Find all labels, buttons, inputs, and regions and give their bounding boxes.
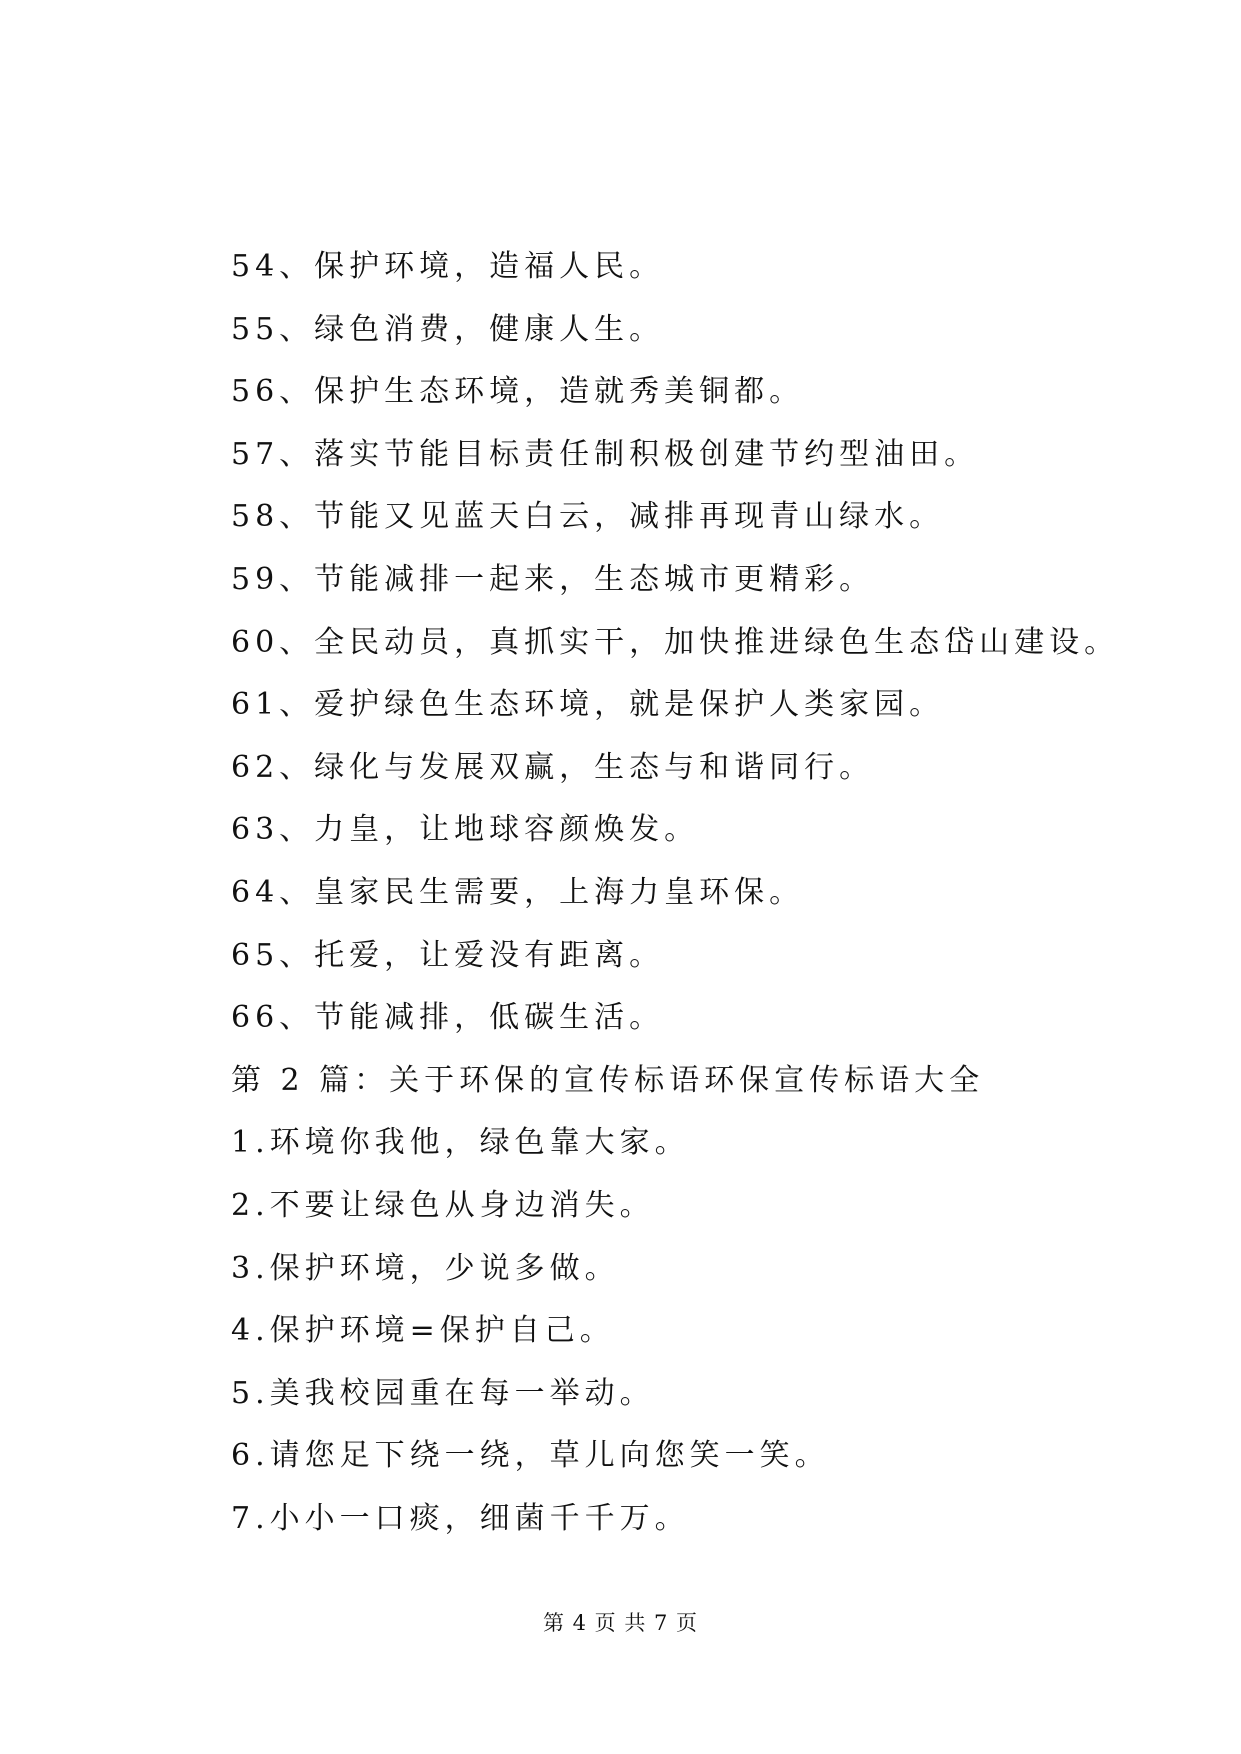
text-line: 65、托爱，让爱没有距离。 (231, 937, 665, 973)
text-line: 4.保护环境=保护自己。 (231, 1313, 615, 1349)
text-line: 57、落实节能目标责任制积极创建节约型油田。 (231, 436, 980, 472)
text-line: 63、力皇，让地球容颜焕发。 (231, 812, 700, 848)
text-line: 66、节能减排，低碳生活。 (231, 1000, 665, 1036)
text-line: 62、绿化与发展双赢，生态与和谐同行。 (231, 749, 875, 785)
text-line: 7.小小一口痰，细菌千千万。 (231, 1500, 690, 1536)
text-line: 6.请您足下绕一绕，草儿向您笑一笑。 (231, 1438, 830, 1474)
text-line: 56、保护生态环境，造就秀美铜都。 (231, 374, 805, 410)
text-line: 59、节能减排一起来，生态城市更精彩。 (231, 561, 875, 597)
text-line: 64、皇家民生需要，上海力皇环保。 (231, 874, 805, 910)
page-number-footer: 第 4 页 共 7 页 (542, 1611, 699, 1635)
text-line: 1.环境你我他，绿色靠大家。 (231, 1125, 690, 1161)
text-line: 55、绿色消费，健康人生。 (231, 311, 665, 347)
section-heading: 第 2 篇：关于环保的宣传标语环保宣传标语大全 (231, 1062, 985, 1098)
text-line: 61、爱护绿色生态环境，就是保护人类家园。 (231, 687, 945, 723)
document-body (231, 236, 1120, 1550)
text-line: 54、保护环境，造福人民。 (231, 249, 665, 284)
text-line: 60、全民动员，真抓实干，加快推进绿色生态岱山建设。 (231, 624, 1120, 660)
text-line: 3.保护环境，少说多做。 (231, 1250, 620, 1286)
text-line: 2.不要让绿色从身边消失。 (231, 1187, 655, 1223)
text-line: 5.美我校园重在每一举动。 (231, 1375, 655, 1411)
text-line: 58、节能又见蓝天白云，减排再现青山绿水。 (231, 499, 945, 535)
